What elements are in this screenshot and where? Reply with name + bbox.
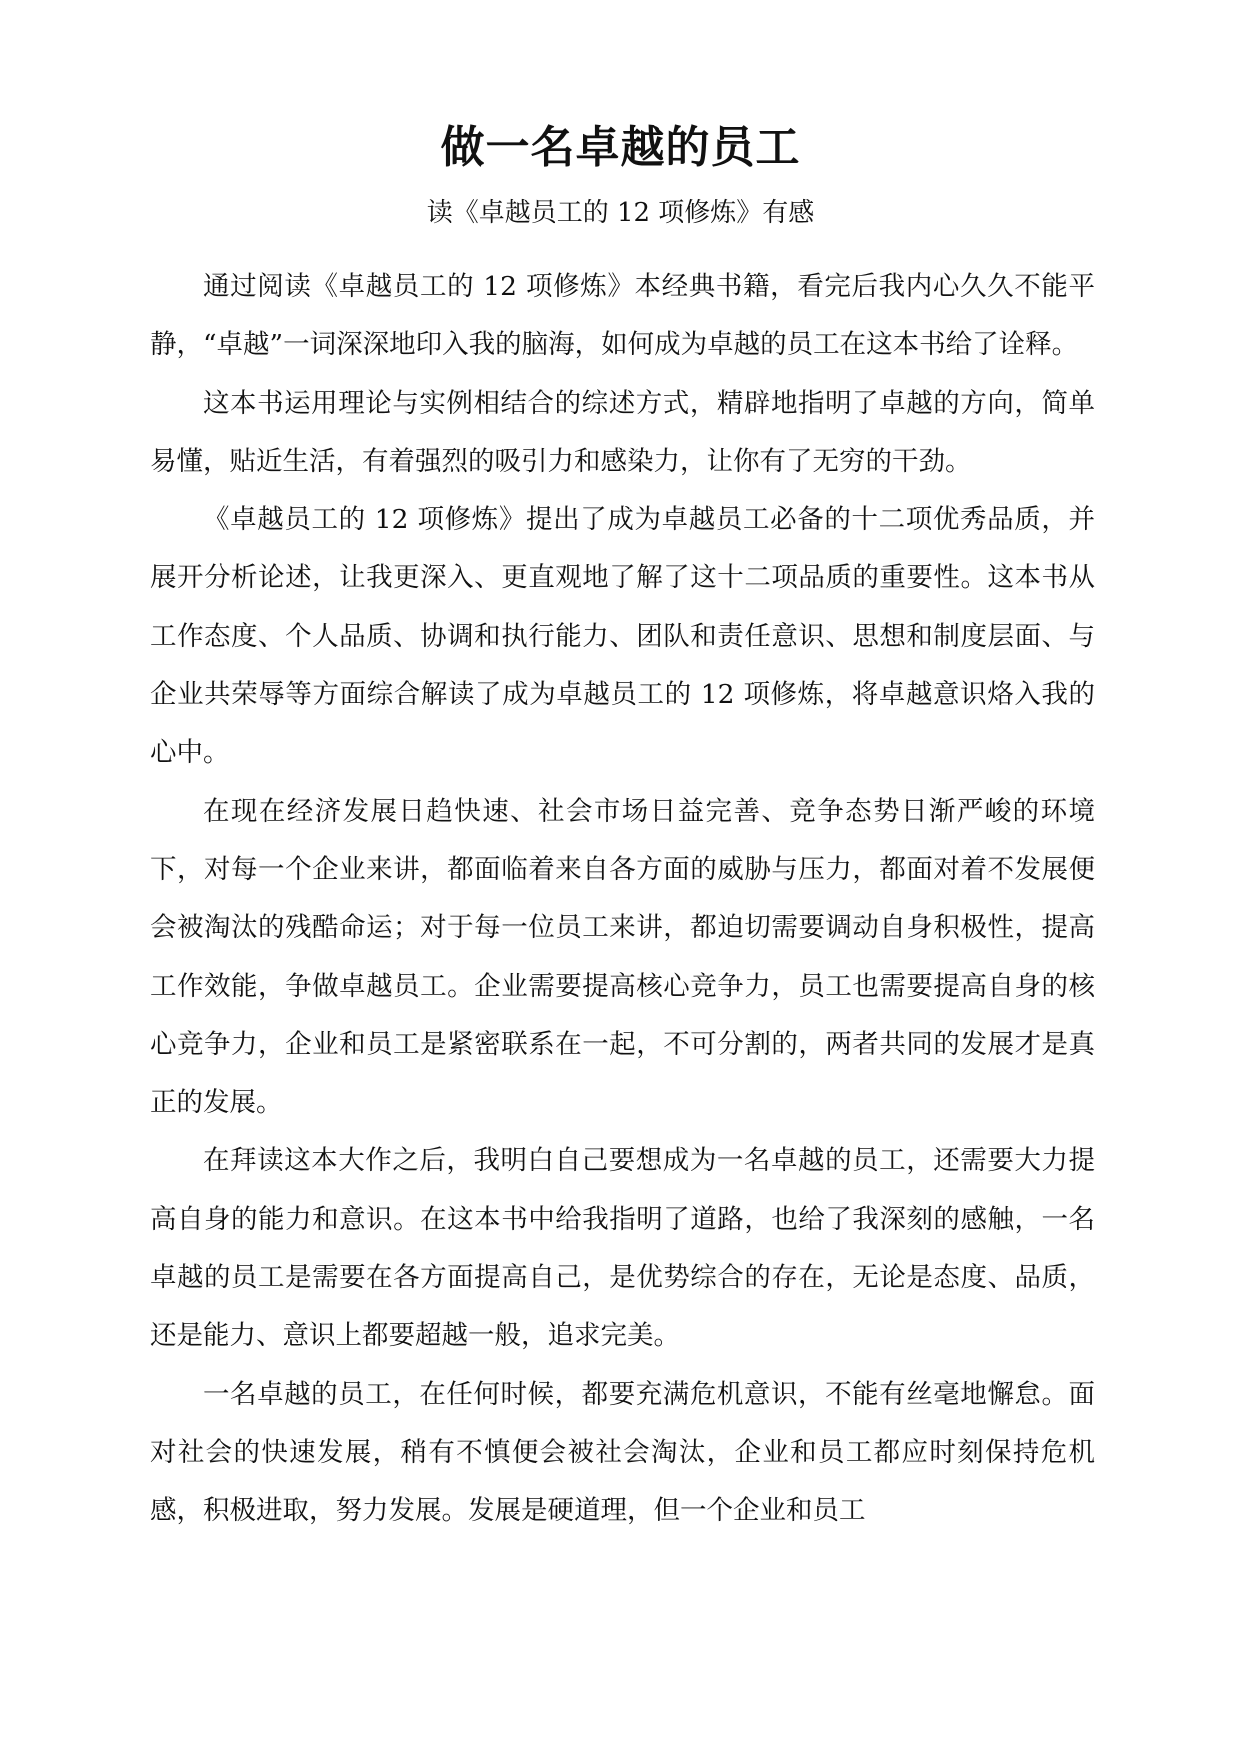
paragraph: 在现在经济发展日趋快速、社会市场日益完善、竞争态势日渐严峻的环境下，对每一个企业来讲，都面临着来自各方面的威胁与压力，都面对着不发展便会被淘汰的残酷命运；对于每一位员工来讲，都迫切需要调动自身积极性，提高工作效能，争做卓越员工。企业需要提高核心竞争力，员工也需要提高自身的核心竞争力，企业和员工是紧密联系在一起，不可分割的，两者共同的发展才是真正的发展。: [150, 795, 1095, 1119]
paragraph: 《卓越员工的 12 项修炼》提出了成为卓越员工必备的十二项优秀品质，并展开分析论述，让我更深入、更直观地了解了这十二项品质的重要性。这本书从工作态度、个人品质、协调和执行能力、团队和责任意识、思想和制度层面、与企业共荣辱等方面综合解读了成为卓越员工的 12 项修炼，将卓越意识烙入我的心中。: [150, 504, 1095, 769]
page-title: 做一名卓越的员工: [440, 122, 801, 173]
paragraph: 这本书运用理论与实例相结合的综述方式，精辟地指明了卓越的方向，简单易懂，贴近生活，有着强烈的吸引力和感染力，让你有了无穷的干劲。: [150, 387, 1095, 477]
paragraph: 一名卓越的员工，在任何时候，都要充满危机意识，不能有丝毫地懈怠。面对社会的快速发展，稍有不慎便会被社会淘汰，企业和员工都应时刻保持危机感，积极进取，努力发展。发展是硬道理，但一个企业和员工: [150, 1378, 1095, 1527]
paragraph: 在拜读这本大作之后，我明白自己要想成为一名卓越的员工，还需要大力提高自身的能力和意识。在这本书中给我指明了道路，也给了我深刻的感触，一名卓越的员工是需要在各方面提高自己，是优势综合的存在，无论是态度、品质，还是能力、意识上都要超越一般，追求完美。: [150, 1145, 1095, 1352]
page-subtitle: 读《卓越员工的 12 项修炼》有感: [426, 198, 815, 228]
document-body: [150, 258, 1095, 1541]
paragraph: 通过阅读《卓越员工的 12 项修炼》本经典书籍，看完后我内心久久不能平静，“卓越”一词深深地印入我的脑海，如何成为卓越的员工在这本书给了诠释。: [150, 271, 1095, 361]
